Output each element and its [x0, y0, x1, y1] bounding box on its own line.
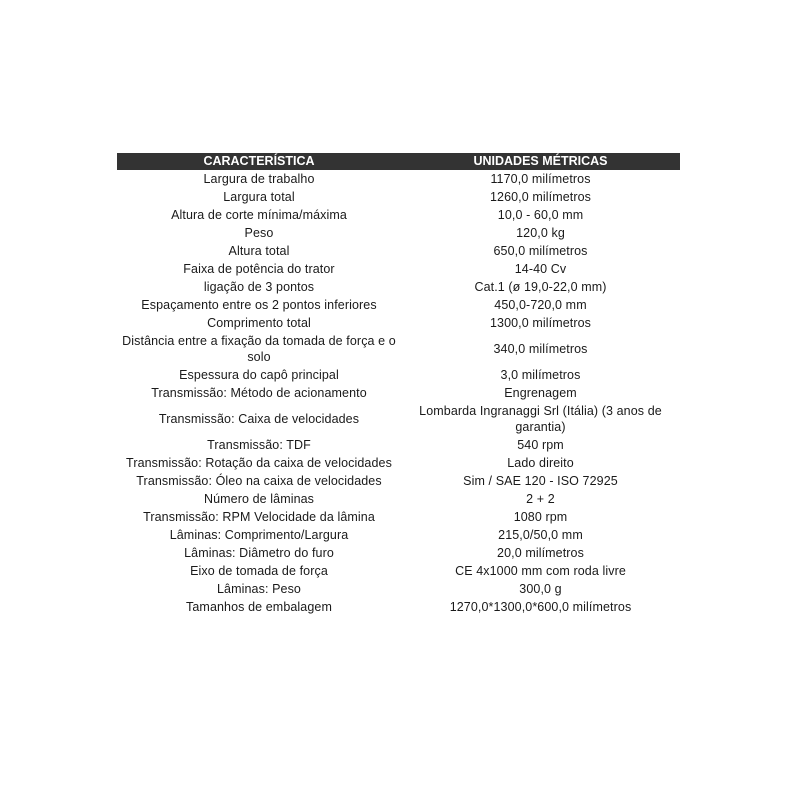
value-cell: 215,0/50,0 mm	[498, 528, 583, 542]
characteristic-cell: Altura de corte mínima/máxima	[171, 208, 347, 222]
value-cell: 3,0 milímetros	[500, 368, 581, 382]
table-row	[117, 526, 680, 544]
table-row	[117, 436, 680, 454]
value-cell: Lado direito	[507, 456, 574, 470]
table-row	[117, 402, 680, 436]
value-cell: 1300,0 milímetros	[489, 316, 592, 330]
spec-table	[117, 153, 680, 616]
value-cell: 650,0 milímetros	[493, 244, 588, 258]
value-cell: 10,0 - 60,0 mm	[497, 208, 584, 222]
characteristic-cell: Transmissão: Rotação da caixa de velocidades	[126, 456, 392, 470]
characteristic-cell: Altura total	[228, 244, 290, 258]
value-cell: 1270,0*1300,0*600,0 milímetros	[449, 600, 632, 614]
characteristic-cell: Lâminas: Comprimento/Largura	[169, 528, 349, 542]
value-cell: 1260,0 milímetros	[489, 190, 592, 204]
value-cell: 20,0 milímetros	[497, 546, 584, 560]
value-cell: CE 4x1000 mm com roda livre	[455, 564, 626, 578]
header-row	[117, 153, 680, 170]
characteristic-cell: Número de lâminas	[203, 492, 315, 506]
characteristic-cell: Peso	[244, 226, 274, 240]
value-cell: 340,0 milímetros	[493, 342, 588, 356]
table-row	[117, 580, 680, 598]
characteristic-cell: Transmissão: RPM Velocidade da lâmina	[143, 510, 375, 524]
characteristic-cell: Largura de trabalho	[203, 172, 315, 186]
value-cell: Engrenagem	[504, 386, 577, 400]
value-cell: 300,0 g	[519, 582, 562, 596]
value-cell: 1080 rpm	[513, 510, 568, 524]
value-cell: 1170,0 milímetros	[490, 172, 591, 186]
table-row	[117, 278, 680, 296]
characteristic-cell: Transmissão: Óleo na caixa de velocidades	[136, 474, 382, 488]
value-cell: 450,0-720,0 mm	[494, 298, 587, 312]
table-row	[117, 366, 680, 384]
table-row	[117, 188, 680, 206]
characteristic-cell: Transmissão: Caixa de velocidades	[158, 412, 360, 426]
table-row	[117, 224, 680, 242]
characteristic-cell: Espessura do capô principal	[179, 368, 339, 382]
table-row	[117, 332, 680, 366]
table-row	[117, 314, 680, 332]
header-metric-units: UNIDADES MÉTRICAS	[401, 153, 680, 170]
spec-table-body	[117, 170, 680, 616]
table-row	[117, 490, 680, 508]
characteristic-cell: Tamanhos de embalagem	[186, 600, 332, 614]
characteristic-cell: Espaçamento entre os 2 pontos inferiores	[141, 298, 377, 312]
value-cell: Lombarda Ingranaggi Srl (Itália) (3 anos de garantia)	[419, 404, 662, 434]
table-row	[117, 598, 680, 616]
characteristic-cell: Comprimento total	[207, 316, 311, 330]
table-row	[117, 242, 680, 260]
table-row	[117, 472, 680, 490]
table-row	[117, 454, 680, 472]
characteristic-cell: Lâminas: Peso	[217, 582, 301, 596]
table-row	[117, 562, 680, 580]
table-row	[117, 544, 680, 562]
characteristic-cell: Largura total	[223, 190, 295, 204]
table-row	[117, 508, 680, 526]
table-row	[117, 384, 680, 402]
table-row	[117, 260, 680, 278]
characteristic-cell: Transmissão: Método de acionamento	[151, 386, 367, 400]
table-row	[117, 296, 680, 314]
value-cell: Cat.1 (ø 19,0-22,0 mm)	[474, 280, 607, 294]
table-row	[117, 170, 680, 188]
spec-table-header	[117, 153, 680, 170]
value-cell: 14-40 Cv	[514, 262, 567, 276]
characteristic-cell: Distância entre a fixação da tomada de força e o solo	[122, 334, 396, 364]
value-cell: 120,0 kg	[516, 226, 565, 240]
characteristic-cell: Lâminas: Diâmetro do furo	[184, 546, 334, 560]
value-cell: Sim / SAE 120 - ISO 72925	[463, 474, 618, 488]
characteristic-cell: ligação de 3 pontos	[203, 280, 315, 294]
header-characteristic: CARACTERÍSTICA	[117, 153, 401, 170]
characteristic-cell: Faixa de potência do trator	[183, 262, 335, 276]
value-cell: 2 + 2	[526, 492, 555, 506]
characteristic-cell: Transmissão: TDF	[207, 438, 311, 452]
table-row	[117, 206, 680, 224]
value-cell: 540 rpm	[517, 438, 564, 452]
characteristic-cell: Eixo de tomada de força	[190, 564, 328, 578]
